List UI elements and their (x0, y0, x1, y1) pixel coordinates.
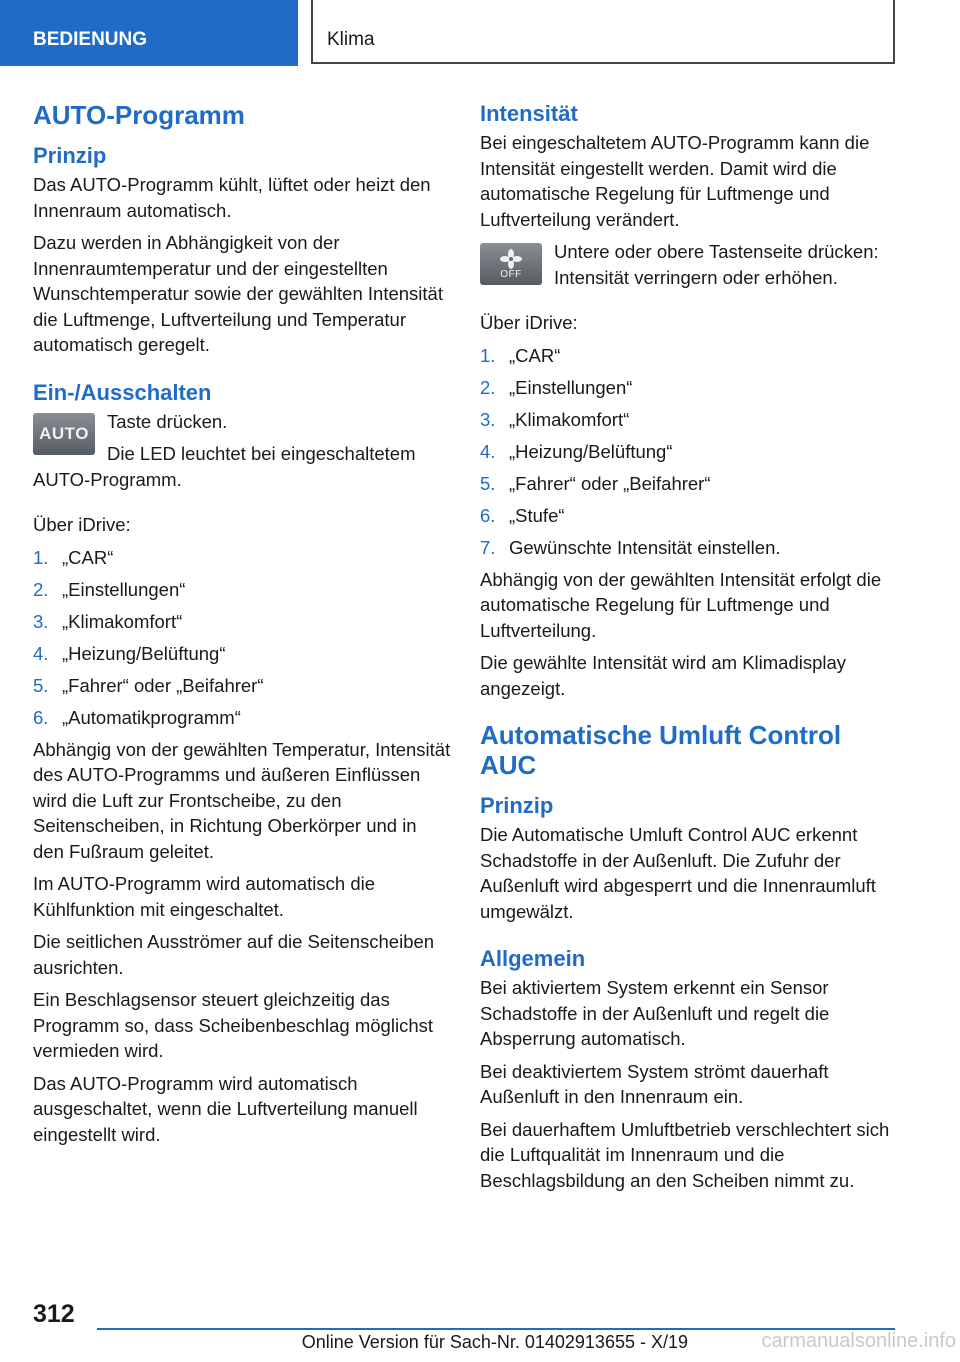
list-item: 2. „Einstellungen“ (33, 578, 186, 600)
intensity-paragraph-3: Die gewählte Intensität wird am Klimadisplay angezeigt. (480, 652, 847, 699)
list-item: 5. „Fahrer“ oder „Beifahrer“ (33, 674, 264, 696)
intensity-heading: Intensität (480, 101, 578, 126)
general-heading: Allgemein (480, 946, 586, 971)
idrive-steps-list (480, 343, 900, 561)
auto-program-title: AUTO-Programm (33, 100, 245, 130)
section-tab: BEDIENUNG (0, 0, 298, 66)
list-item: 1. „CAR“ (33, 546, 114, 568)
list-item: 5. „Fahrer“ oder „Beifahrer“ (480, 472, 711, 494)
principle-paragraph-1: Das AUTO-Programm kühlt, lüftet oder heizt den Innenraum automatisch. (33, 174, 431, 221)
intensity-paragraph-1: Bei eingeschaltetem AUTO-Programm kann die Intensität eingestellt werden. Damit wird die automatische Regelung für Luftmenge und Luftverteilung verändert. (480, 132, 870, 230)
right-column (480, 100, 900, 1200)
fan-key-text: Untere oder obere Tastenseite drücken: Intensität verringern oder erhöhen. (554, 241, 879, 288)
idrive-intro: Über iDrive: (33, 514, 131, 535)
idrive-intro: Über iDrive: (480, 312, 578, 333)
fan-key-instruction (480, 239, 900, 297)
airflow-paragraph: Abhängig von der gewählten Temperatur, Intensität des AUTO-Programms und äußeren Einflüssen wird die Luft zur Frontscheibe, zu den Seitenscheiben, in Richtung Oberkörper und in den Fußraum geleitet. (33, 738, 451, 862)
page-header (0, 0, 960, 66)
fog-sensor-paragraph: Ein Beschlagsensor steuert gleichzeitig das Programm so, dass Scheibenbeschlag möglichst vermieden wird. (33, 989, 433, 1061)
list-item: 1. „CAR“ (480, 344, 561, 366)
list-item: 2. „Einstellungen“ (480, 376, 633, 398)
list-item: 4. „Heizung/Belüftung“ (33, 642, 226, 664)
general-paragraph-2: Bei deaktiviertem System strömt dauerhaft Außenluft in den Innenraum ein. (480, 1060, 829, 1107)
intensity-paragraph-2: Abhängig von der gewählten Intensität erfolgt die automatische Regelung für Luftmenge und Luftverteilung. (480, 568, 882, 641)
off-label: OFF (500, 268, 522, 280)
auto-button-icon: AUTO (33, 413, 95, 455)
auto-key-instruction (33, 409, 451, 500)
switch-on-off-heading: Ein-/Ausschalten (33, 379, 212, 405)
list-item: 6. „Stufe“ (480, 504, 565, 526)
led-text: Die LED leuchtet bei eingeschaltetem AUTO-Programm. (33, 443, 416, 490)
left-column (33, 100, 451, 1154)
auc-principle-paragraph: Die Automatische Umluft Control AUC erkennt Schadstoffe in der Außenluft. Die Zufuhr der Außenluft wird abgesperrt und die Innenraumluft umgewälzt. (480, 824, 876, 922)
list-item: 7. Gewünschte Intensität einstellen. (480, 536, 781, 558)
list-item: 4. „Heizung/Belüftung“ (480, 440, 673, 462)
auto-off-paragraph: Das AUTO-Programm wird automatisch ausgeschaltet, wenn die Luftverteilung manuell eingestellt wird. (33, 1072, 418, 1145)
general-paragraph-1: Bei aktiviertem System erkennt ein Sensor Schadstoffe in der Außenluft und regelt die Absperrung automatisch. (480, 977, 830, 1049)
watermark: carmanualsonline.info (761, 1330, 956, 1352)
principle-paragraph-2: Dazu werden in Abhängigkeit von der Innenraumtemperatur und der eingestellten Wunschtemperatur sowie der gewählten Intensität die Luftmenge, Luftverteilung und Temperatur automatisch geregelt. (33, 232, 443, 355)
page-number: 312 (33, 1300, 75, 1328)
online-version-text: Online Version für Sach-Nr. 01402913655 - X/19 (301, 1332, 688, 1352)
press-key-text: Taste drücken. (107, 410, 228, 432)
fan-icon (498, 249, 524, 269)
auc-title: Automatische Umluft Control AUC (480, 720, 842, 780)
list-item: 6. „Automatikprogramm“ (33, 706, 241, 728)
vents-paragraph: Die seitlichen Ausströmer auf die Seitenscheiben ausrichten. (33, 931, 435, 978)
page-footer (0, 1290, 960, 1362)
principle-heading: Prinzip (33, 143, 107, 168)
fan-off-button-icon (480, 243, 542, 285)
list-item: 3. „Klimakomfort“ (480, 408, 630, 430)
chapter-title: Klima (311, 0, 895, 64)
cooling-paragraph: Im AUTO-Programm wird automatisch die Kühlfunktion mit eingeschaltet. (33, 873, 376, 920)
general-paragraph-3: Bei dauerhaftem Umluftbetrieb verschlechtert sich die Luftqualität im Innenraum und die Beschlagsbildung an den Scheiben nimmt zu. (480, 1118, 890, 1191)
auc-principle-heading: Prinzip (480, 793, 554, 818)
list-item: 3. „Klimakomfort“ (33, 610, 183, 632)
idrive-steps-list (33, 545, 451, 731)
